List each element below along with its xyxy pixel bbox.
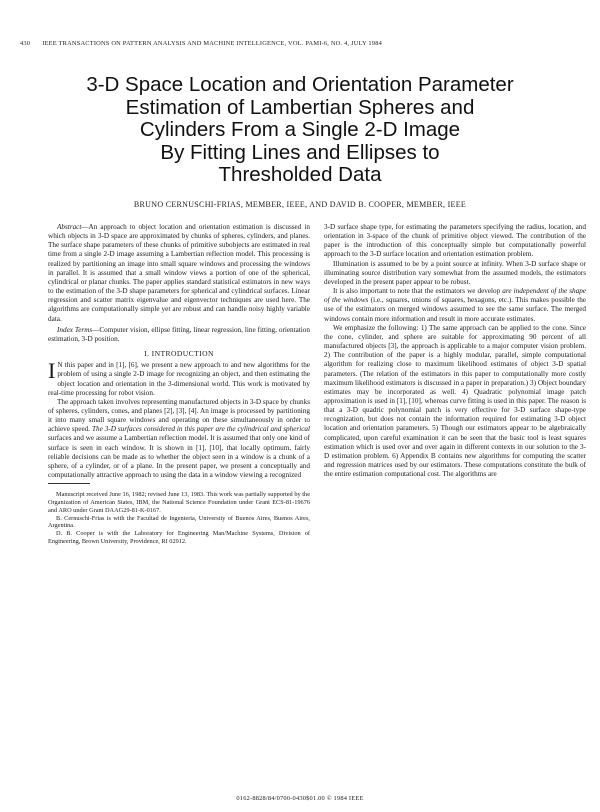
abstract <box>48 223 310 324</box>
right-paragraph-2: Illumination is assumed to be by a point source at infinity. When 3-D surface shape or illuminating source distribution vary somewhat from the assumed models, the estimators developed in the present paper appear to be robust. <box>324 259 586 286</box>
drop-cap: I <box>48 358 56 384</box>
title-line-2: Estimation of Lambertian Spheres and <box>125 95 475 119</box>
right-paragraph-4: We emphasize the following: 1) The same approach can be applied to the cone. Since the cone, cylinder, and sphere are suitable for approximating 90 percent of all manufactured objects [3], the approach is applicable to a major computer vision problem. 2) The contribution of the paper is a highly modular, parallel, simple computational algorithm for realizing close to maximum likelihood estimates of object 3-D spatial parameters. (The relation of the estimators in this paper to computationally more costly maximum likelihood estimators is discussed in a paper in preparation.) 3) Object boundary estimates may be incorporated as well. 4) Quadratic polynomial image patch approximation is used in [1], [10], whereas curve fitting is used in this paper. The reason is that a 3-D quadric polynomial patch is very effective for 3-D surface shape-type recognization, but does not contain the information required for estimating 3-D object location and orientation parameters. 5) Though our estimators appear to be algebraically complicated, upon careful examination it can be seen that the basic tool is least squares estimation which is used over and over again in different contexts in our solution to the 3-D estimation problem. 6) Appendix B contains new algorithms for computing the scatter and regression matrices used by our estimators. These computations constitute the bulk of the entire estimation computational cost. The algorithms are <box>324 323 586 479</box>
title-line-3: Cylinders From a Single 2-D Image <box>139 118 461 141</box>
paper-title <box>30 74 570 187</box>
title-line-5: Thresholded Data <box>218 163 382 186</box>
footnote-divider <box>48 483 90 484</box>
index-terms-text: —Computer vision, ellipse fitting, linear regression, line fitting, orientation estimation, 3-D position. <box>48 325 310 343</box>
footnotes <box>48 489 310 546</box>
intro-paragraph-2-emphasis: The 3-D surfaces considered in this paper are the cylindrical and spherical <box>91 425 310 434</box>
right-paragraph-3-emphasis: are independent of the shape of the windows <box>324 287 586 305</box>
authors: BRUNO CERNUSCHI-FRIAS, MEMBER, IEEE, AND DAVID B. COOPER, MEMBER, IEEE <box>133 200 467 209</box>
intro-paragraph-2 <box>48 398 310 480</box>
title-line-4: By Fitting Lines and Ellipses to <box>160 140 440 164</box>
title-line-1: 3-D Space Location and Orientation Parameter <box>86 73 514 96</box>
right-paragraph-1: 3-D surface shape type, for estimating the parameters specifying the radius, location, and orientation in 3-space of the chunk of primitive object viewed. The contribution of the paper is the introduction of this conceptually simple but computationally powerful approach to the 3-D surface location and orientation estimation problem. <box>324 223 586 259</box>
page-number: 430 <box>20 40 31 47</box>
right-paragraph-3-text-a: It is also important to note that the estimators we develop <box>333 287 503 296</box>
intro-paragraph-2-text-a: The approach taken involves representing manufactured objects in 3-D space by chunks of spheres, cylinders, cones, and planes [2], [3], [4]. An image is processed by partitioning it into many small square windows and operating on these simultaneously in order to achieve speed. <box>48 397 310 434</box>
right-column <box>324 223 586 479</box>
index-terms <box>48 326 310 344</box>
right-paragraph-3-text-b: (i.e., squares, unions of squares, hexagons, etc.). This makes possible the use of the estimators on merged windows assumed to see the same surface. The merged windows contain more information and result in more accurate estimates. <box>324 296 586 323</box>
footnote-manuscript: Manuscript received June 16, 1982; revised June 13, 1983. This work was partially supported by the Organization of American States, IBM, the National Science Foundation under Grant ECS-81-19676 and ARO under Grant DAAG29-81-K-0167. <box>48 491 310 514</box>
index-terms-label: Index Terms <box>57 325 93 334</box>
footnote-author-1: B. Cernuschi-Frias is with the Facultad de Ingenieria, University of Buenos Aires, Buenos Aires, Argentina. <box>48 514 310 530</box>
running-head <box>20 40 580 47</box>
abstract-text: —An approach to object location and orientation estimation is discussed in which objects in 3-D space are approximated by chunks of spheres, cylinders, and planes. The surface shape parameters of these chunks of primitive subobjects are estimated in real time from a single 2-D image assuming a Lambertian reflection model. This processing is realized by partitioning an image into small square windows and processing the windows in parallel. It is assumed that a small window views a portion of one of the spherical, cylindrical or planar chunks. The paper applies standard statistical estimators in new ways to the estimation of the 3-D shape parameters for spherical and cylindrical surfaces. Linear regression and scatter matrix eigenvalue and eigenvector techniques are used here. The algorithms are computationally simple yet are robust and can handle noisy highly variable data. <box>48 223 310 323</box>
section-heading-introduction: I. INTRODUCTION <box>144 349 214 359</box>
journal-name: IEEE TRANSACTIONS ON PATTERN ANALYSIS AND MACHINE INTELLIGENCE, VOL. PAMI-6, NO. 4, JULY 1984 <box>42 40 382 47</box>
copyright-line: 0162-8828/84/0700-0430$01.00 © 1984 IEEE <box>236 795 364 802</box>
left-column <box>48 223 310 546</box>
intro-paragraph-1 <box>48 358 310 398</box>
intro-paragraph-2-text-b: surfaces and we assume a Lambertian reflection model. It is assumed that only one kind of surface is seen in each window. It is shown in [1], [10], that locally optimum, fairly reliable decisions can be made as to whether the object seen in a window is a chunk of a sphere, of a cylinder, or of a plane. In the present paper, we present a conceptually and computationally attractive approach to using the data in a window viewing a recognized <box>48 434 310 480</box>
intro-paragraph-1-text: N this paper and in [1], [6], we present a new approach to and new algorithms for the problem of using a single 2-D image for recognizing an object, and then estimating the object location and orientation in the 3-dimensional world. This work is motivated by real-time processing for robot vision. <box>48 361 310 397</box>
right-paragraph-3 <box>324 287 586 324</box>
abstract-label: Abstract <box>57 223 82 231</box>
footnote-author-2: D. B. Cooper is with the Laboratory for Engineering Man/Machine Systems, Division of Engineering, Brown University, Providence, RI 02912. <box>48 530 310 545</box>
